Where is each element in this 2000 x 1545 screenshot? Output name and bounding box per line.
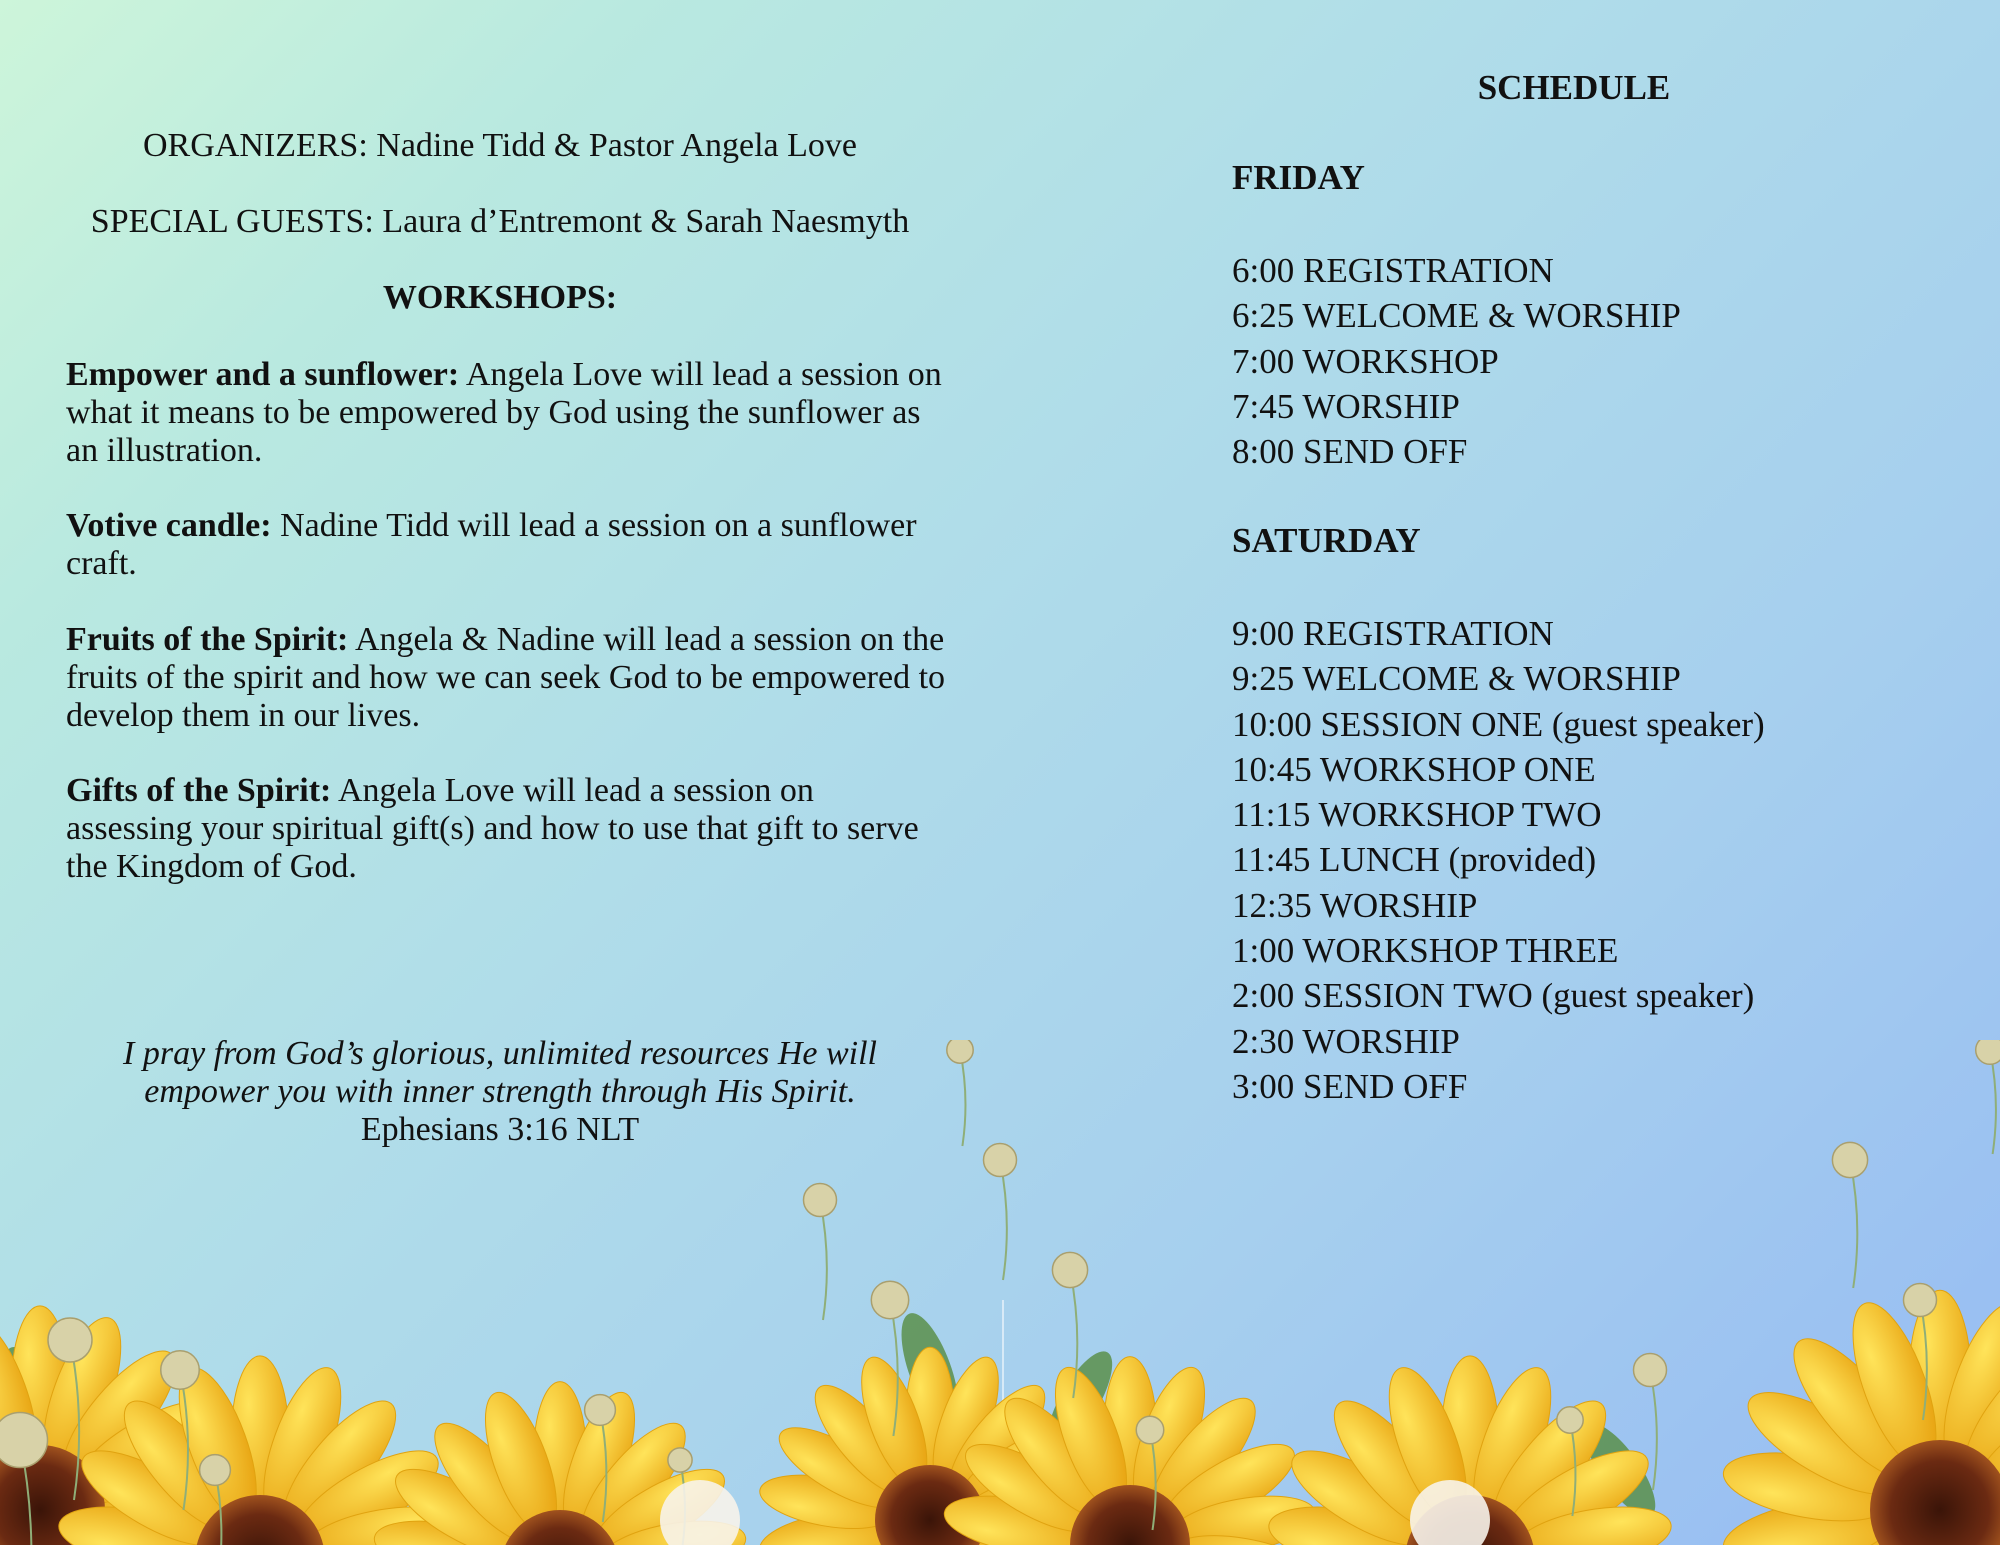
schedule-item: 8:00 SEND OFF [1232,432,1468,472]
bud-icon [200,1455,231,1486]
workshop-item [66,772,946,886]
stem-icon [1990,1050,1996,1154]
schedule-item: 11:45 LUNCH (provided) [1232,840,1597,880]
verse-line: empower you with inner strength through His Spirit. [144,1073,856,1110]
friday-schedule [1232,248,1681,474]
stem-icon [1000,1160,1007,1280]
workshop-item [66,621,946,735]
bud-icon [871,1281,908,1318]
saturday-schedule [1232,611,1765,1109]
schedule-item: 1:00 WORKSHOP THREE [1232,931,1619,971]
bud-icon [1557,1407,1583,1433]
organizers-line: ORGANIZERS: Nadine Tidd & Pastor Angela Love [143,127,857,164]
bud-icon [585,1395,616,1426]
saturday-heading: SATURDAY [1232,521,1421,560]
bud-icon [947,1040,973,1063]
schedule-item: 6:00 REGISTRATION [1232,251,1554,290]
friday-heading: FRIDAY [1232,158,1365,197]
schedule-item: 12:35 WORSHIP [1232,885,1478,925]
schedule-item: 10:00 SESSION ONE (guest speaker) [1232,704,1765,744]
bud-icon [984,1144,1017,1177]
workshop-item [66,507,946,583]
schedule-item: 6:25 WELCOME & WORSHIP [1232,296,1681,336]
workshop-description: Angela & Nadine will lead a session on the fruits of the spirit and how we can seek God to be empowered to develop them in our lives. [66,621,946,734]
stem-icon [960,1050,965,1146]
bud-icon [1052,1252,1087,1287]
schedule-item: 3:00 SEND OFF [1232,1066,1468,1106]
workshop-title: Fruits of the Spirit: [66,621,349,658]
workshop-description: Angela Love will lead a session on assessing your spiritual gift(s) and how to use that gift to serve the Kingdom of God. [66,772,919,885]
schedule-item: 7:00 WORKSHOP [1232,341,1499,381]
bud-icon [1136,1416,1164,1444]
workshop-description: Angela Love will lead a session on what it means to be empowered by God using the sunflower as an illustration. [66,356,942,469]
workshop-title: Empower and a sunflower: [66,356,460,393]
verse-line: I pray from God’s glorious, unlimited resources He will [123,1035,877,1072]
workshops-heading: WORKSHOPS: [382,279,618,316]
bud-icon [0,1413,48,1468]
workshop-item [66,356,946,470]
stem-icon [1650,1370,1657,1490]
verse-reference: Ephesians 3:16 NLT [360,1111,640,1148]
bud-icon [804,1184,837,1217]
schedule-item: 9:00 REGISTRATION [1232,614,1554,653]
schedule-item: 7:45 WORSHIP [1232,386,1460,426]
sunflower-group [0,1290,2000,1545]
schedule-item: 9:25 WELCOME & WORSHIP [1232,659,1681,699]
bud-icon [668,1448,692,1472]
bud-icon [1904,1284,1937,1317]
sunflower-icon [1718,1290,2000,1545]
bud-icon [1976,1040,2000,1064]
bud-icon [161,1351,200,1390]
schedule-title: SCHEDULE [1477,68,1671,107]
workshop-title: Gifts of the Spirit: [66,772,332,809]
stem-icon [1850,1160,1857,1288]
workshop-description: Nadine Tidd will lead a session on a sunflower craft. [66,507,917,582]
schedule-item: 2:00 SESSION TWO (guest speaker) [1232,976,1755,1016]
schedule-item: 11:15 WORKSHOP TWO [1232,795,1602,835]
workshop-title: Votive candle: [66,507,272,544]
bud-icon [48,1318,92,1362]
stem-icon [820,1200,827,1320]
sunflower-border-illustration [0,1040,2000,1545]
schedule-item: 10:45 WORKSHOP ONE [1232,749,1596,789]
special-guests-line: SPECIAL GUESTS: Laura d’Entremont & Sarah Naesmyth [90,203,910,240]
schedule-item: 2:30 WORSHIP [1232,1021,1460,1061]
bud-icon [1634,1354,1667,1387]
bud-icon [1832,1142,1867,1177]
